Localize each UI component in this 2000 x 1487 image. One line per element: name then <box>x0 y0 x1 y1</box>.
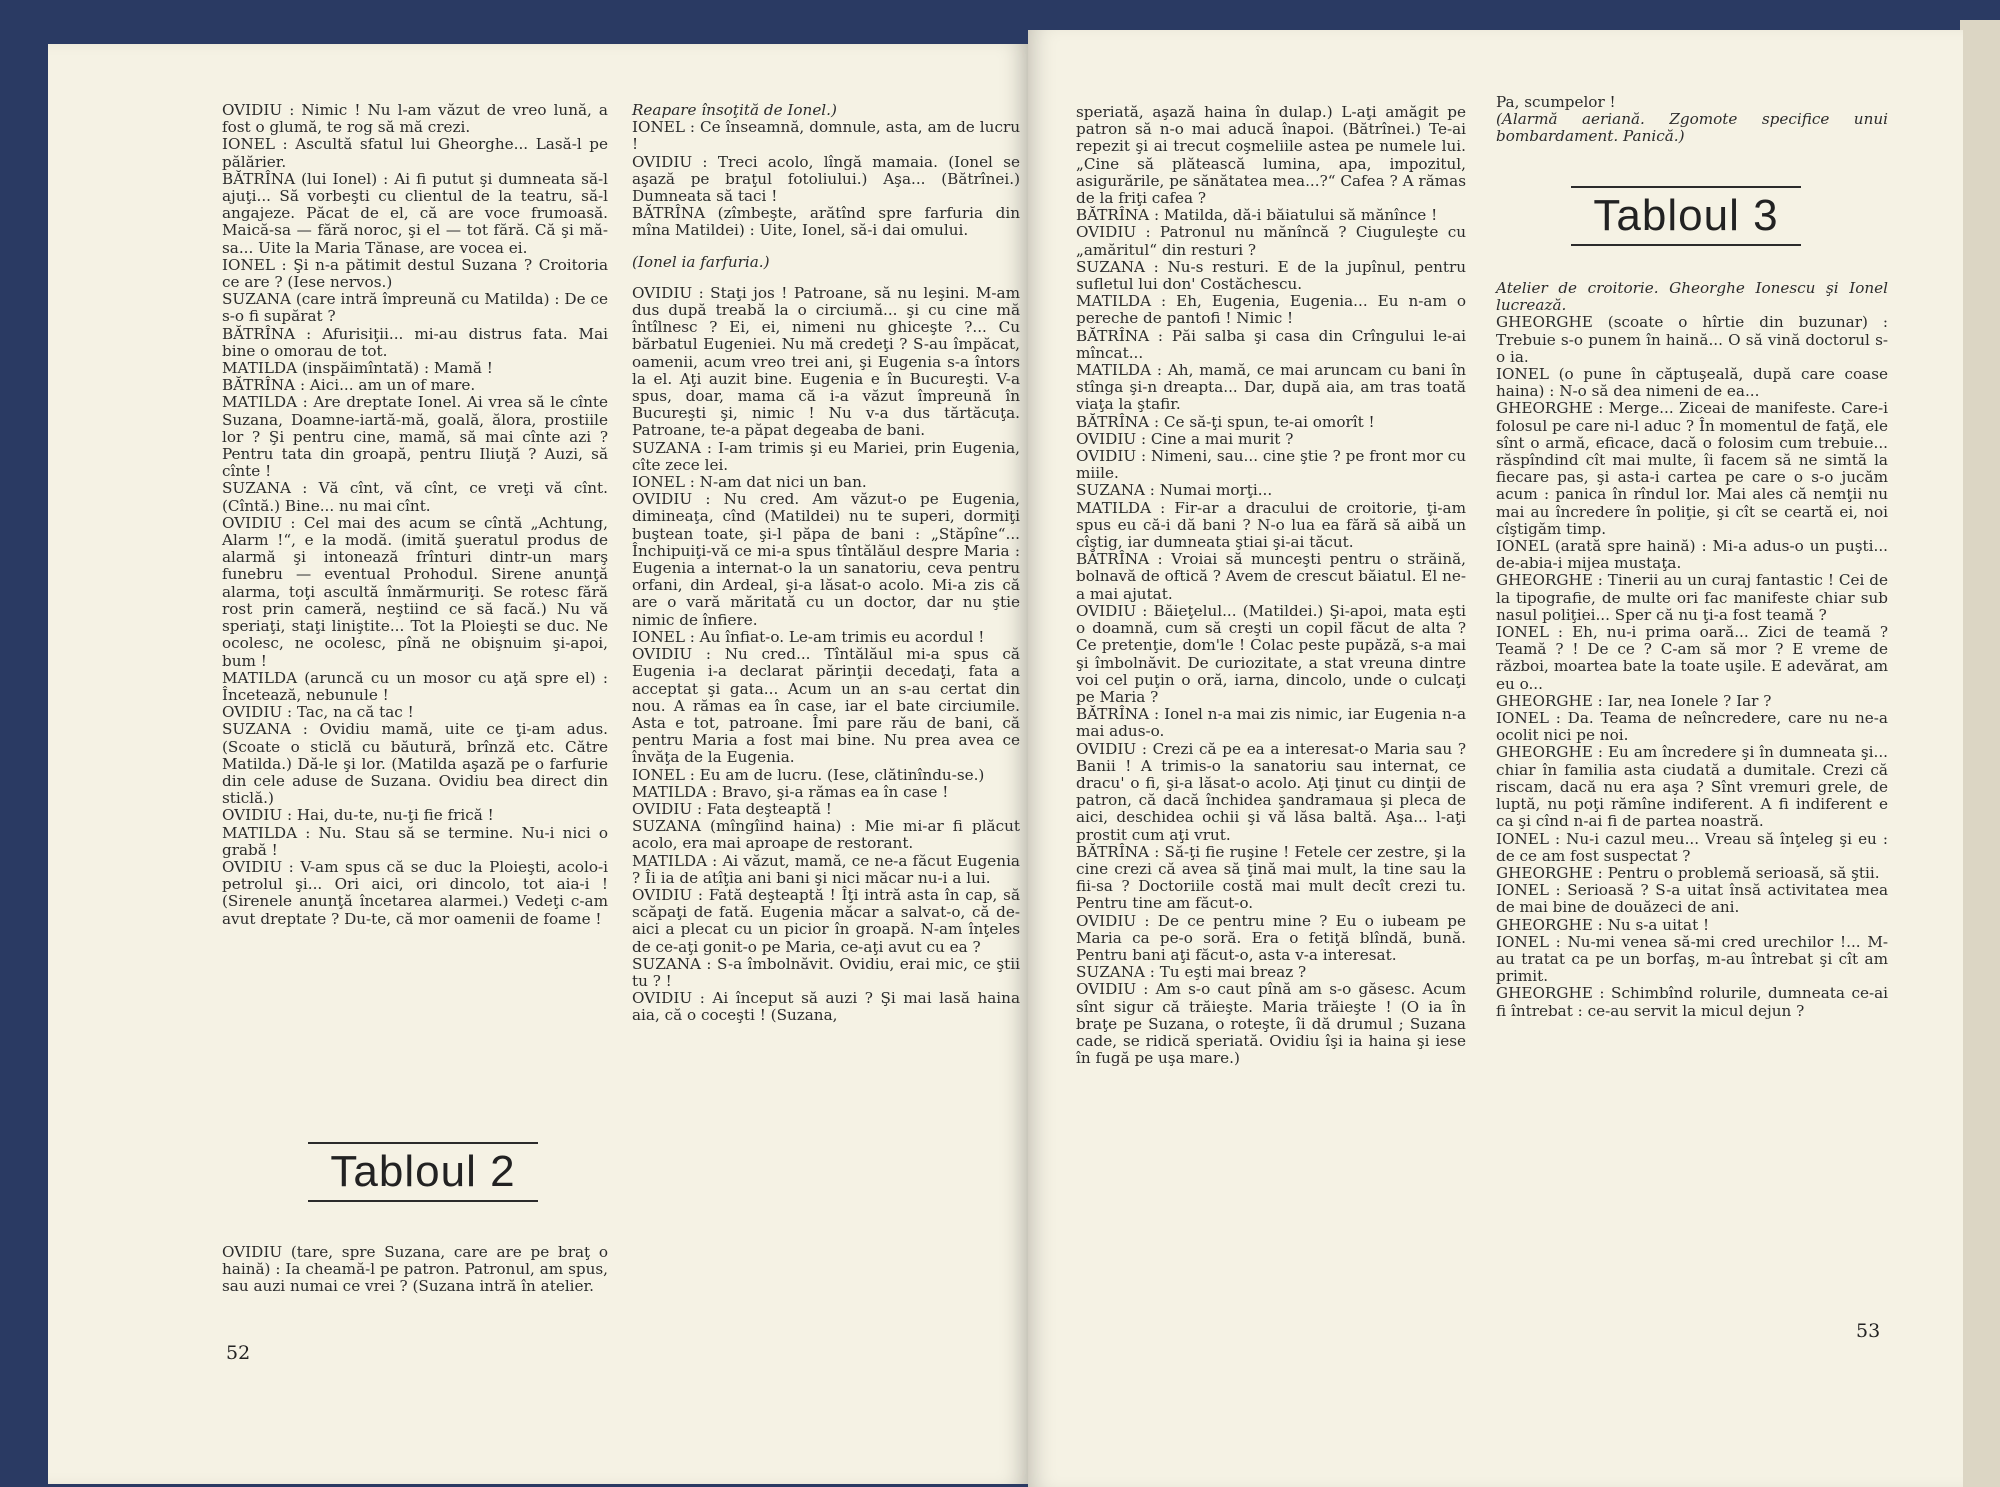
script-paragraph: IONEL : Au înfiat-o. Le-am trimis eu acordul ! <box>632 627 985 646</box>
spacer <box>632 271 1020 285</box>
script-paragraph: OVIDIU : Crezi că pe ea a interesat-o Maria sau ? Banii ! A trimis-o la sanatoriu sau internat, ce dracu' o fi, şi-a lăsat-o acolo. Aţi ţinut cu dinţii de patron, că dacă închidea şandramaua şi pleca de aici, deschidea ochii şi vă lăsa baltă. Aşa... l-aţi prostit cum aţi vrut. <box>1076 739 1466 844</box>
script-paragraph: IONEL : Serioasă ? S-a uitat însă activitatea mea de mai bine de douăzeci de ani. <box>1496 881 1888 917</box>
script-paragraph: IONEL : N-am dat nici un ban. <box>632 473 867 492</box>
heading-title: Tabloul 3 <box>1593 191 1779 240</box>
script-paragraph: SUZANA : Numai morţi... <box>1076 481 1273 500</box>
script-paragraph: OVIDIU : De ce pentru mine ? Eu o iubeam pe Maria ca pe-o soră. Era o fetiţă blîndă, bună. Pentru bani aţi făcut-o, asta v-a interesat. <box>1076 911 1466 964</box>
script-paragraph: MATILDA : Are dreptate Ionel. Ai vrea să le cînte Suzana, Doamne-iartă-mă, goală, ălora, prostiile lor ? Şi pentru cine, mamă, să mai cînte azi ? Pentru tata din groapă, pentru Iliuţă ? Auzi, să cînte ! <box>222 393 608 481</box>
script-paragraph: IONEL : Ascultă sfatul lui Gheorghe... Lasă-l pe pălărier. <box>222 135 608 171</box>
script-paragraph: MATILDA (inspăimîntată) : Mamă ! <box>222 359 493 378</box>
script-paragraph: MATILDA : Ai văzut, mamă, ce ne-a făcut Eugenia ? Îi ia de atîţia ani bani şi nici măcar nu-i a lui. <box>632 851 1020 887</box>
script-paragraph: MATILDA : Eh, Eugenia, Eugenia... Eu n-am o pereche de pantofi ! Nimic ! <box>1076 292 1466 328</box>
script-paragraph: BĂTRÎNA (zîmbeşte, arătînd spre farfuria din mîna Matildei) : Uite, Ionel, să-i dai omului. <box>632 204 1020 240</box>
script-paragraph: GHEORGHE : Nu s-a uitat ! <box>1496 915 1710 934</box>
script-paragraph: OVIDIU : Fată deşteaptă ! Îţi intră asta în cap, să scăpaţi de fată. Eugenia măcar a salvat-o, că de-aici a plecat cu un picior în groapă. N-am înţeles de ce-aţi gonit-o pe Maria, ce-aţi avut cu ea ? <box>632 885 1020 956</box>
script-paragraph: IONEL : Ce înseamnă, domnule, asta, am de lucru ! <box>632 118 1020 154</box>
heading-title: Tabloul 2 <box>330 1147 516 1196</box>
script-paragraph: IONEL : Eh, nu-i prima oară... Zici de teamă ? Teamă ? ! De ce ? C-am să mor ? E vreme de război, moartea bate la toate uşile. E adevărat, am eu o... <box>1496 623 1888 693</box>
script-paragraph: GHEORGHE : Merge... Ziceai de manifeste. Care-i folosul pe care ni-l aduc ? În momentul de faţă, ele sînt o armă, eficace, dacă o folosim cum trebuie... răspîndind cît mai multe, îi facem să ne simtă la fiecare pas, şi asta-i cartea pe care o s-o jucăm acum : panica în rîndul lor. Mai ales că nemţii nu mai au încredere în poliţie, şi cît se ceartă ei, noi cîştigăm timp. <box>1496 399 1888 538</box>
script-paragraph: IONEL : Da. Teama de neîncredere, care nu ne-a ocolit nici pe noi. <box>1496 709 1888 745</box>
next-pages-edge <box>1960 20 2000 1487</box>
script-paragraph: Pa, scumpelor ! <box>1496 93 1616 111</box>
script-paragraph: BĂTRÎNA : Aici... am un of mare. <box>222 376 476 395</box>
script-paragraph: IONEL (o pune în căptuşeală, după care coase haina) : N-o să dea nimeni de ea... <box>1496 365 1888 401</box>
right-column-1 <box>1076 104 1466 1067</box>
script-paragraph: MATILDA : Fir-ar a dracului de croitorie, ţi-am spus eu că-i dă bani ? N-o lua ea fără să aibă un cîştig, iar dumneata ştiai şi-ai tăcut. <box>1076 498 1466 552</box>
script-paragraph: Reapare însoţită de Ionel.) <box>632 101 837 119</box>
script-paragraph: SUZANA : I-am trimis şi eu Mariei, prin Eugenia, cîte zece lei. <box>632 438 1020 474</box>
script-paragraph: OVIDIU : Am s-o caut pînă am s-o găsesc. Acum sînt sigur că trăieşte. Maria trăieşte ! (O ia în braţe pe Suzana, o roteşte, îi dă drumul ; Suzana cade, se ridică speriată. Ovidiu îşi ia haina şi iese în fugă pe uşa mare.) <box>1076 980 1466 1068</box>
script-paragraph: OVIDIU : Nimic ! Nu l-am văzut de vreo lună, a fost o glumă, te rog să mă crezi. <box>222 101 608 137</box>
script-paragraph: GHEORGHE : Iar, nea Ionele ? Iar ? <box>1496 691 1772 710</box>
script-paragraph: IONEL : Şi n-a pătimit destul Suzana ? Croitoria ce are ? (Iese nervos.) <box>222 255 608 292</box>
script-paragraph: OVIDIU : Nu cred. Am văzut-o pe Eugenia, dimineaţa, cînd (Matildei) nu te superi, dormiţi buştean toate, şi-l păpa de bani : „Stăpîne“... Închipuiţi-vă ce mi-a spus tîntălăul despre Maria : Eugenia a internat-o la un sanatoriu, ceva pentru orfani, din Ardeal, şi-a lăsat-o acolo. Mi-a zis că are o vară măritată cu un doctor, dar nu ştie nimic de înfiere. <box>632 490 1020 629</box>
script-paragraph: OVIDIU : Cel mai des acum se cîntă „Achtung, Alarm !“, e la modă. (imită şueratul produs de alarmă şi intonează frînturi dintr-un marş funebru — eventual Prohodul. Sirene anunţă alarma, toţi ascultă înmărmuriţi. Se rotesc fără rost prin cameră, neştiind ce să facă.) Nu vă speriaţi, staţi liniştite... Tot la Ploieşti se duc. Ne ocolesc, ne ocolesc, pînă ne obişnuim şi-apoi, bum ! <box>222 513 608 670</box>
script-paragraph: SUZANA : Nu-s resturi. E de la jupînul, pentru sufletul lui don' Costăchescu. <box>1076 257 1466 294</box>
script-paragraph: GHEORGHE : Pentru o problemă serioasă, să ştii. <box>1496 863 1880 882</box>
script-paragraph: OVIDIU : V-am spus că se duc la Ploieşti, acolo-i petrolul şi... Ori aici, ori dincolo, tot aia-i ! (Sirenele anunţă încetarea alarmei.) Vedeţi c-am avut dreptate ? Du-te, că mor oamenii de foame ! <box>222 857 608 928</box>
script-paragraph: OVIDIU : Nimeni, sau... cine ştie ? pe front mor cu miile. <box>1076 447 1466 483</box>
spacer <box>632 240 1020 254</box>
script-paragraph: GHEORGHE : Schimbînd rolurile, dumneata ce-ai fi întrebat : ce-au servit la micul dejun ? <box>1496 984 1888 1020</box>
script-paragraph: BĂTRÎNA : Păi salba şi casa din Crîngului le-ai mîncat... <box>1076 326 1466 362</box>
script-paragraph: MATILDA : Nu. Stau să se termine. Nu-i nici o grabă ! <box>222 823 608 859</box>
script-paragraph: OVIDIU : Staţi jos ! Patroane, să nu leşini. M-am dus după treabă la o circiumă... şi cu cine mă întîlnesc ? Ei, ei, nimeni nu ghiceşte ?... Cu bărbatul Eugeniei. Nu mă credeţi ? S-au împăcat, oamenii, acum vreo trei ani, şi Eugenia s-a întors la el. Aţi auzit bine. Eugenia e în Bucureşti. V-a spus, doar, mama că i-a văzut împreună în Bucureşti şi, nimic ! Nu v-a dus tărtăcuţa. Patroane, te-a păpat degeaba de bani. <box>632 283 1020 440</box>
script-paragraph: OVIDIU : Ai început să auzi ? Şi mai lasă haina aia, că o coceşti ! (Suzana, <box>632 989 1020 1025</box>
script-paragraph: BĂTRÎNA : Să-ţi fie ruşine ! Fetele cer zestre, şi la cine crezi că avea să ţină mai mult, la tine sau la fii-sa ? Doctoriile costă mai mult decît crezi tu. Pentru tine am făcut-o. <box>1076 842 1466 913</box>
script-paragraph: OVIDIU : Treci acolo, lîngă mamaia. (Ionel se aşază pe braţul fotoliului.) Aşa... (Bătrînei.) Dumneata să taci ! <box>632 152 1020 206</box>
script-paragraph: OVIDIU : Patronul nu mănîncă ? Ciuguleşte cu „amăritul“ din resturi ? <box>1076 223 1466 259</box>
script-paragraph: MATILDA : Bravo, şi-a rămas ea în case ! <box>632 782 949 801</box>
tabloul-2-heading <box>308 1142 538 1202</box>
script-paragraph: MATILDA (aruncă cu un mosor cu aţă spre el) : Încetează, nebunule ! <box>222 668 608 704</box>
script-paragraph: Atelier de croitorie. Gheorghe Ionescu şi Ionel lucrează. <box>1496 279 1888 315</box>
script-paragraph: OVIDIU (tare, spre Suzana, care are pe braţ o haină) : Ia cheamă-l pe patron. Patronul, am spus, sau auzi numai ce vrei ? (Suzana intră în atelier. <box>222 1243 608 1296</box>
left-column-1 <box>222 102 608 928</box>
script-paragraph: IONEL : Nu-mi venea să-mi cred urechilor !... M-au tratat ca pe un borfaş, m-au întrebat şi cît am primit. <box>1496 932 1888 986</box>
script-paragraph: GHEORGHE : Eu am încredere şi în dumneata şi... chiar în familia asta ciudată a dumitale. Crezi că riscam, dacă nu era aşa ? Sînt vremuri grele, de luptă, nu poţi rămîne indiferent. A fi indiferent e ca şi cînd n-ai fi de partea noastră. <box>1496 743 1888 831</box>
script-paragraph: OVIDIU : Nu cred... Tîntălăul mi-a spus că Eugenia i-a declarat părinţii decedaţi, fata a acceptat şi gata... Acum un an s-au certat din nou. A rămas ea în case, iar el bate circiumile. Asta e tot, patroane. Îmi pare rău de bani, că pentru Maria a fost mai bine. Nu prea avea ce învăţa de la Eugenia. <box>632 645 1020 767</box>
script-paragraph: SUZANA : Tu eşti mai breaz ? <box>1076 963 1307 982</box>
script-paragraph: MATILDA : Ah, mamă, ce mai aruncam cu bani în stînga şi-n dreapta... Dar, după aia, am tras toată viaţa la ştafir. <box>1076 361 1466 414</box>
right-page <box>1028 30 1963 1487</box>
script-paragraph: SUZANA (mîngîind haina) : Mie mi-ar fi plăcut acolo, era mai aproape de restorant. <box>632 817 1020 853</box>
script-paragraph: BĂTRÎNA : Ce să-ţi spun, te-ai omorît ! <box>1076 412 1375 431</box>
script-paragraph: OVIDIU : Tac, na că tac ! <box>222 703 414 722</box>
right-column-2-top <box>1496 94 1888 146</box>
heading-rule-bottom <box>308 1200 538 1202</box>
script-paragraph: BĂTRÎNA : Afurisiţii... mi-au distrus fata. Mai bine o omorau de tot. <box>222 324 608 360</box>
script-paragraph: OVIDIU : Băieţelul... (Matildei.) Şi-apoi, mata eşti o doamnă, cum să creşti un copil făcut de alta ? Ce pretenţie, dom'le ! Colac peste pupăză, s-a mai şi îmbolnăvit. De curiozitate, a stat vreuna dintre voi cel puţin o oră, iarna, dincolo, unde o culcaţi pe Maria ? <box>1076 601 1466 706</box>
script-paragraph: (Alarmă aeriană. Zgomote specifice unui bombardament. Panică.) <box>1496 110 1888 146</box>
left-page <box>48 44 1028 1484</box>
script-paragraph: OVIDIU : Hai, du-te, nu-ţi fie frică ! <box>222 806 494 825</box>
tabloul-3-heading <box>1571 186 1801 246</box>
script-paragraph: SUZANA : S-a îmbolnăvit. Ovidiu, erai mic, ce ştii tu ? ! <box>632 954 1020 990</box>
script-paragraph: speriată, aşază haina în dulap.) L-aţi amăgit pe patron să n-o mai aducă înapoi. (Bătrînei.) Te-ai repezit şi ai trecut coşmeliile astea pe numele lui. „Cine să plătească lumina, apa, impozitul, asigurările, pe sănătatea mea...?“ Cafea ? A rămas de la friţi cafea ? <box>1076 103 1466 208</box>
script-paragraph: GHEORGHE (scoate o hîrtie din buzunar) : Trebuie s-o punem în haină... O să vină doctorul s-o ia. <box>1496 313 1888 366</box>
script-paragraph: OVIDIU : Cine a mai murit ? <box>1076 429 1294 448</box>
script-paragraph: BĂTRÎNA : Matilda, dă-i băiatului să mănînce ! <box>1076 206 1438 225</box>
page-number-right: 53 <box>1856 1320 1881 1342</box>
script-paragraph: BĂTRÎNA (lui Ionel) : Ai fi putut şi dumneata să-l ajuţi... Să vorbeşti cu clientul de la teatru, să-l angajeze. Păcat de el, că are voce frumoasă. Maică-sa — fără noroc, şi el — tot fără. Că şi mă-sa... Uite la Maria Tănase, are vocea ei. <box>222 169 608 257</box>
script-paragraph: SUZANA : Vă cînt, vă cînt, ce vreţi vă cînt. (Cîntă.) Bine... nu mai cînt. <box>222 479 608 515</box>
script-paragraph: IONEL : Eu am de lucru. (Iese, clătinîndu-se.) <box>632 765 985 784</box>
heading-rule-bottom <box>1571 244 1801 246</box>
script-paragraph: SUZANA (care intră împreună cu Matilda) : De ce s-o fi supărat ? <box>222 290 608 326</box>
left-column-1-after-heading <box>222 1244 608 1296</box>
right-column-2 <box>1496 280 1888 1020</box>
script-paragraph: IONEL : Nu-i cazul meu... Vreau să înţeleg şi eu : de ce am fost suspectat ? <box>1496 829 1888 865</box>
script-paragraph: IONEL (arată spre haină) : Mi-a adus-o un puşti... de-abia-i mijea mustaţa. <box>1496 537 1888 573</box>
page-number-left: 52 <box>226 1342 251 1364</box>
script-paragraph: GHEORGHE : Tinerii au un curaj fantastic ! Cei de la tipografie, de multe ori fac manifeste chiar sub nasul poliţiei... Sper că nu ţi-a fost teamă ? <box>1496 571 1888 624</box>
script-paragraph: BĂTRÎNA : Vroiai să munceşti pentru o străină, bolnavă de oftică ? Avem de crescut băiatul. El ne-a mai ajutat. <box>1076 550 1466 603</box>
script-paragraph: (Ionel ia farfuria.) <box>632 252 770 271</box>
script-paragraph: OVIDIU : Fata deşteaptă ! <box>632 799 832 818</box>
left-column-2 <box>632 102 1020 1025</box>
script-paragraph: BĂTRÎNA : Ionel n-a mai zis nimic, iar Eugenia n-a mai adus-o. <box>1076 705 1466 741</box>
script-paragraph: SUZANA : Ovidiu mamă, uite ce ţi-am adus. (Scoate o sticlă cu băutură, brînză etc. Către Matilda.) Dă-le şi lor. (Matilda aşază pe o farfurie din cele aduse de Suzana. Ovidiu bea direct din sticlă.) <box>222 720 608 808</box>
